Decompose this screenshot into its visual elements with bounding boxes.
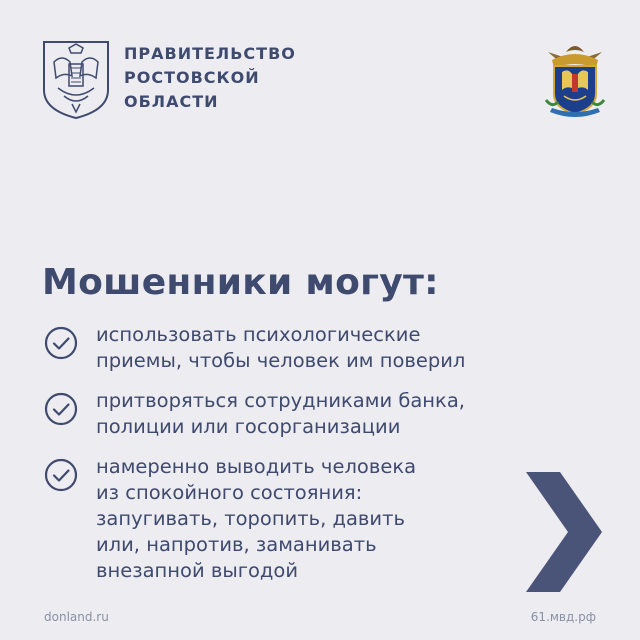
rostov-coat-of-arms-icon — [42, 40, 110, 120]
list-item-line: притворяться сотрудниками банка, — [96, 389, 465, 412]
government-name — [124, 42, 296, 114]
list-item — [44, 454, 564, 584]
footer-site-mvd: 61.мвд.рф — [530, 610, 596, 624]
footer-site-donland: donland.ru — [44, 610, 109, 624]
list-item-line: из спокойного состояния: — [96, 481, 363, 504]
list-item-line: запугивать, торопить, давить — [96, 507, 405, 530]
list-item-text — [96, 322, 564, 374]
government-name-line-3: ОБЛАСТИ — [124, 92, 219, 111]
list-item — [44, 388, 564, 440]
fraud-tactics-list — [44, 322, 564, 598]
mvd-emblem-icon — [544, 38, 606, 122]
list-item-line: намеренно выводить человека — [96, 455, 417, 478]
government-name-line-1: ПРАВИТЕЛЬСТВО — [124, 44, 296, 63]
list-item-line: полиции или госорганизации — [96, 415, 401, 438]
list-item-line: или, напротив, заманивать — [96, 533, 377, 556]
check-circle-icon — [44, 392, 78, 426]
page-title: Мошенники могут: — [42, 262, 439, 303]
list-item-text — [96, 454, 564, 584]
list-item-text — [96, 388, 564, 440]
check-circle-icon — [44, 458, 78, 492]
list-item-line: использовать психологические — [96, 323, 421, 346]
next-slide-arrow-icon[interactable] — [524, 470, 604, 594]
check-circle-icon — [44, 326, 78, 360]
list-item — [44, 322, 564, 374]
list-item-line: приемы, чтобы человек им поверил — [96, 349, 466, 372]
government-name-line-2: РОСТОВСКОЙ — [124, 68, 260, 87]
list-item-line: внезапной выгодой — [96, 559, 299, 582]
